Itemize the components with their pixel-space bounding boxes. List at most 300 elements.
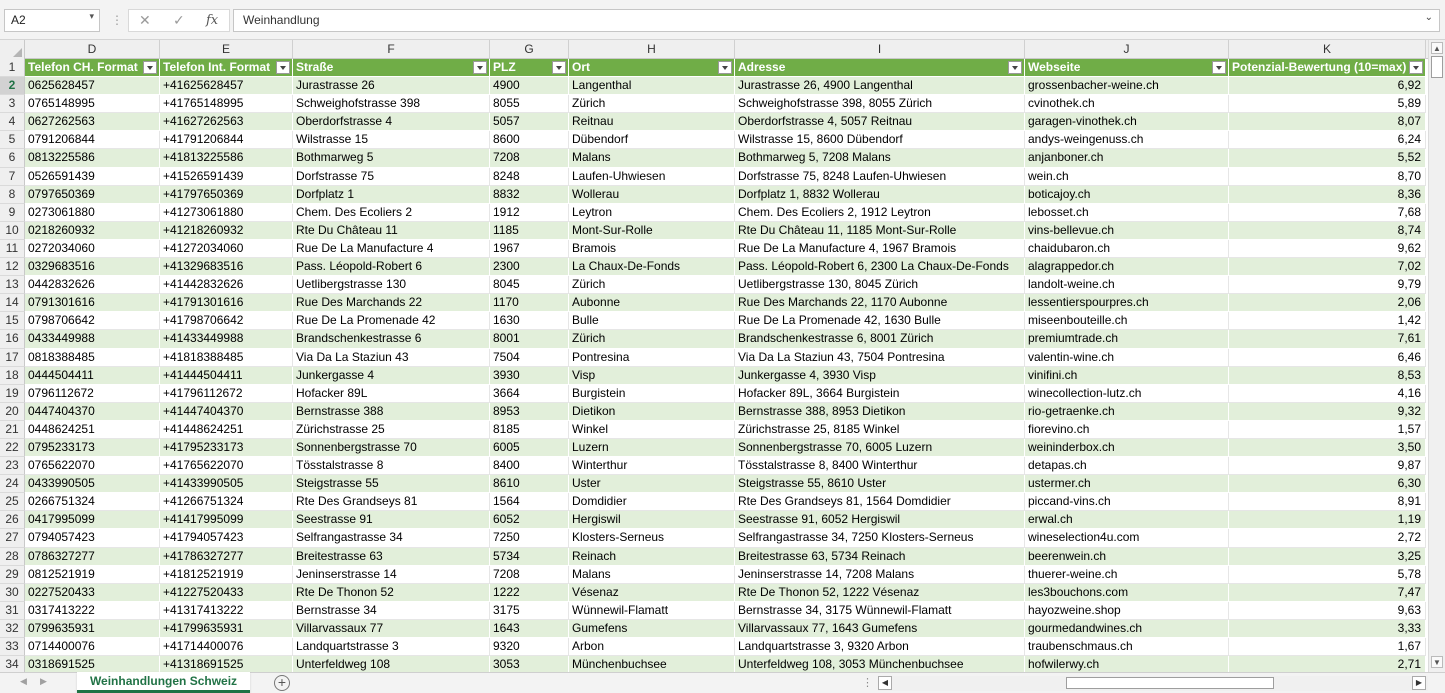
table-cell[interactable] — [1025, 457, 1229, 475]
table-cell[interactable] — [735, 222, 1025, 240]
table-cell[interactable] — [25, 493, 160, 511]
table-cell[interactable] — [25, 620, 160, 638]
table-cell[interactable] — [735, 439, 1025, 457]
horizontal-scroll-thumb[interactable] — [1066, 677, 1274, 689]
table-cell[interactable] — [1229, 620, 1426, 638]
table-cell[interactable] — [25, 638, 160, 656]
table-cell[interactable] — [293, 656, 490, 672]
row-number[interactable]: 11 — [0, 240, 25, 258]
table-cell[interactable] — [569, 457, 735, 475]
table-cell[interactable] — [25, 584, 160, 602]
chevron-down-icon[interactable]: ▾ — [89, 11, 94, 21]
table-cell[interactable] — [1229, 349, 1426, 367]
table-cell[interactable] — [1229, 131, 1426, 149]
table-cell[interactable] — [160, 638, 293, 656]
table-cell[interactable] — [25, 222, 160, 240]
table-cell[interactable] — [569, 149, 735, 167]
table-cell[interactable] — [25, 439, 160, 457]
table-cell[interactable] — [160, 258, 293, 276]
table-cell[interactable] — [1025, 421, 1229, 439]
table-cell[interactable] — [160, 77, 293, 95]
table-cell[interactable] — [490, 77, 569, 95]
filter-dropdown-icon[interactable] — [1212, 61, 1226, 74]
row-number[interactable]: 27 — [0, 529, 25, 547]
table-cell[interactable] — [735, 113, 1025, 131]
filter-dropdown-icon[interactable] — [143, 61, 157, 74]
tab-split-handle-icon[interactable]: ⋮ — [862, 677, 874, 689]
table-cell[interactable] — [293, 294, 490, 312]
table-cell[interactable] — [1025, 403, 1229, 421]
table-cell[interactable] — [1025, 294, 1229, 312]
table-cell[interactable] — [25, 566, 160, 584]
table-cell[interactable] — [1229, 95, 1426, 113]
table-cell[interactable] — [1229, 186, 1426, 204]
table-cell[interactable] — [25, 258, 160, 276]
row-number[interactable]: 13 — [0, 276, 25, 294]
table-cell[interactable] — [1025, 511, 1229, 529]
table-cell[interactable] — [490, 475, 569, 493]
table-cell[interactable] — [25, 656, 160, 672]
table-cell[interactable] — [490, 276, 569, 294]
column-header-d[interactable]: D — [25, 40, 160, 59]
table-cell[interactable] — [25, 294, 160, 312]
vertical-scroll-thumb[interactable] — [1431, 56, 1443, 78]
table-cell[interactable] — [293, 439, 490, 457]
table-cell[interactable] — [490, 602, 569, 620]
table-cell[interactable] — [293, 222, 490, 240]
row-number[interactable]: 4 — [0, 113, 25, 131]
filter-dropdown-icon[interactable] — [1409, 61, 1423, 74]
table-cell[interactable] — [1025, 312, 1229, 330]
table-cell[interactable] — [1025, 113, 1229, 131]
table-cell[interactable] — [490, 113, 569, 131]
table-cell[interactable] — [569, 240, 735, 258]
table-cell[interactable] — [490, 95, 569, 113]
table-cell[interactable] — [1229, 312, 1426, 330]
table-cell[interactable] — [160, 584, 293, 602]
row-number[interactable]: 28 — [0, 548, 25, 566]
row-number[interactable]: 29 — [0, 566, 25, 584]
table-cell[interactable] — [490, 548, 569, 566]
header-cell[interactable] — [160, 59, 293, 77]
filter-dropdown-icon[interactable] — [552, 61, 566, 74]
table-cell[interactable] — [25, 511, 160, 529]
table-cell[interactable] — [293, 149, 490, 167]
header-cell[interactable] — [569, 59, 735, 77]
table-cell[interactable] — [293, 548, 490, 566]
table-cell[interactable] — [160, 204, 293, 222]
table-cell[interactable] — [735, 204, 1025, 222]
table-cell[interactable] — [293, 529, 490, 547]
column-header-e[interactable]: E — [160, 40, 293, 59]
row-number[interactable]: 24 — [0, 475, 25, 493]
table-cell[interactable] — [1025, 566, 1229, 584]
table-cell[interactable] — [1025, 222, 1229, 240]
row-number[interactable]: 18 — [0, 367, 25, 385]
table-cell[interactable] — [293, 276, 490, 294]
scroll-up-icon[interactable]: ▲ — [1431, 42, 1443, 54]
table-cell[interactable] — [1229, 638, 1426, 656]
table-cell[interactable] — [1025, 548, 1229, 566]
table-cell[interactable] — [1229, 385, 1426, 403]
table-cell[interactable] — [1025, 584, 1229, 602]
table-cell[interactable] — [160, 656, 293, 672]
table-cell[interactable] — [160, 168, 293, 186]
table-cell[interactable] — [1229, 529, 1426, 547]
table-cell[interactable] — [490, 566, 569, 584]
table-cell[interactable] — [1229, 602, 1426, 620]
table-cell[interactable] — [1229, 457, 1426, 475]
table-cell[interactable] — [293, 493, 490, 511]
table-cell[interactable] — [25, 385, 160, 403]
table-cell[interactable] — [569, 186, 735, 204]
table-cell[interactable] — [1229, 77, 1426, 95]
table-cell[interactable] — [569, 131, 735, 149]
table-cell[interactable] — [569, 475, 735, 493]
insert-function-icon[interactable]: fx — [206, 13, 219, 28]
table-cell[interactable] — [160, 276, 293, 294]
table-cell[interactable] — [160, 113, 293, 131]
table-cell[interactable] — [1229, 330, 1426, 348]
table-cell[interactable] — [735, 475, 1025, 493]
table-cell[interactable] — [160, 149, 293, 167]
table-cell[interactable] — [569, 258, 735, 276]
table-cell[interactable] — [569, 294, 735, 312]
table-cell[interactable] — [1025, 149, 1229, 167]
table-cell[interactable] — [25, 330, 160, 348]
table-cell[interactable] — [569, 493, 735, 511]
table-cell[interactable] — [160, 548, 293, 566]
table-cell[interactable] — [160, 240, 293, 258]
table-cell[interactable] — [490, 421, 569, 439]
table-cell[interactable] — [1229, 566, 1426, 584]
table-cell[interactable] — [293, 95, 490, 113]
table-cell[interactable] — [160, 186, 293, 204]
row-number[interactable]: 31 — [0, 602, 25, 620]
table-cell[interactable] — [735, 602, 1025, 620]
row-number[interactable]: 1 — [0, 59, 25, 77]
table-cell[interactable] — [1229, 204, 1426, 222]
table-cell[interactable] — [160, 529, 293, 547]
table-cell[interactable] — [1229, 584, 1426, 602]
table-cell[interactable] — [160, 367, 293, 385]
table-cell[interactable] — [1229, 493, 1426, 511]
table-cell[interactable] — [569, 602, 735, 620]
table-cell[interactable] — [160, 511, 293, 529]
table-cell[interactable] — [1229, 294, 1426, 312]
table-cell[interactable] — [735, 385, 1025, 403]
table-cell[interactable] — [569, 349, 735, 367]
table-cell[interactable] — [1025, 620, 1229, 638]
row-number[interactable]: 14 — [0, 294, 25, 312]
filter-dropdown-icon[interactable] — [276, 61, 290, 74]
table-cell[interactable] — [293, 131, 490, 149]
table-cell[interactable] — [293, 168, 490, 186]
table-cell[interactable] — [569, 439, 735, 457]
table-cell[interactable] — [490, 204, 569, 222]
table-cell[interactable] — [293, 240, 490, 258]
row-number[interactable]: 21 — [0, 421, 25, 439]
table-cell[interactable] — [569, 367, 735, 385]
table-cell[interactable] — [160, 222, 293, 240]
cancel-icon[interactable]: ✕ — [139, 12, 151, 28]
table-cell[interactable] — [735, 511, 1025, 529]
column-header-j[interactable]: J — [1025, 40, 1229, 59]
scroll-left-icon[interactable]: ◀ — [878, 676, 892, 690]
table-cell[interactable] — [735, 548, 1025, 566]
formula-input[interactable] — [233, 9, 1440, 32]
table-cell[interactable] — [160, 439, 293, 457]
table-cell[interactable] — [490, 294, 569, 312]
table-cell[interactable] — [25, 168, 160, 186]
table-cell[interactable] — [160, 385, 293, 403]
table-cell[interactable] — [293, 204, 490, 222]
table-cell[interactable] — [293, 403, 490, 421]
table-cell[interactable] — [1025, 367, 1229, 385]
table-cell[interactable] — [160, 566, 293, 584]
scroll-down-icon[interactable]: ▼ — [1431, 656, 1443, 668]
table-cell[interactable] — [735, 186, 1025, 204]
table-cell[interactable] — [160, 620, 293, 638]
table-cell[interactable] — [735, 240, 1025, 258]
table-cell[interactable] — [490, 312, 569, 330]
table-cell[interactable] — [569, 113, 735, 131]
row-number[interactable]: 8 — [0, 186, 25, 204]
header-cell[interactable] — [293, 59, 490, 77]
sheet-tab-active[interactable]: Weinhandlungen Schweiz — [77, 672, 250, 693]
table-cell[interactable] — [293, 367, 490, 385]
table-cell[interactable] — [25, 548, 160, 566]
table-cell[interactable] — [1229, 113, 1426, 131]
table-cell[interactable] — [1229, 475, 1426, 493]
table-cell[interactable] — [490, 149, 569, 167]
table-cell[interactable] — [25, 149, 160, 167]
row-number[interactable]: 2 — [0, 77, 25, 95]
row-number[interactable]: 33 — [0, 638, 25, 656]
row-number[interactable]: 32 — [0, 620, 25, 638]
table-cell[interactable] — [735, 529, 1025, 547]
name-box[interactable] — [4, 9, 100, 32]
next-sheet-icon[interactable]: ▶ — [40, 676, 47, 686]
table-cell[interactable] — [1025, 439, 1229, 457]
column-header-g[interactable]: G — [490, 40, 569, 59]
table-cell[interactable] — [490, 493, 569, 511]
table-cell[interactable] — [1025, 77, 1229, 95]
table-cell[interactable] — [1025, 656, 1229, 672]
table-cell[interactable] — [1025, 204, 1229, 222]
prev-sheet-icon[interactable]: ◀ — [20, 676, 27, 686]
table-cell[interactable] — [160, 493, 293, 511]
row-number[interactable]: 10 — [0, 222, 25, 240]
table-cell[interactable] — [569, 529, 735, 547]
table-cell[interactable] — [25, 602, 160, 620]
table-cell[interactable] — [735, 294, 1025, 312]
table-cell[interactable] — [735, 168, 1025, 186]
table-cell[interactable] — [160, 312, 293, 330]
table-cell[interactable] — [25, 403, 160, 421]
table-cell[interactable] — [160, 421, 293, 439]
table-cell[interactable] — [1025, 186, 1229, 204]
table-cell[interactable] — [735, 149, 1025, 167]
table-cell[interactable] — [293, 186, 490, 204]
table-cell[interactable] — [490, 131, 569, 149]
table-cell[interactable] — [293, 312, 490, 330]
row-number[interactable]: 30 — [0, 584, 25, 602]
table-cell[interactable] — [1229, 168, 1426, 186]
table-cell[interactable] — [735, 421, 1025, 439]
enter-icon[interactable]: ✓ — [173, 12, 185, 28]
table-cell[interactable] — [25, 349, 160, 367]
table-cell[interactable] — [25, 95, 160, 113]
table-cell[interactable] — [25, 367, 160, 385]
table-cell[interactable] — [293, 330, 490, 348]
table-cell[interactable] — [293, 620, 490, 638]
table-cell[interactable] — [1229, 439, 1426, 457]
table-cell[interactable] — [1025, 276, 1229, 294]
table-cell[interactable] — [735, 638, 1025, 656]
table-cell[interactable] — [160, 330, 293, 348]
table-cell[interactable] — [160, 294, 293, 312]
filter-dropdown-icon[interactable] — [1008, 61, 1022, 74]
table-cell[interactable] — [569, 638, 735, 656]
table-cell[interactable] — [569, 312, 735, 330]
vertical-scrollbar[interactable] — [1428, 40, 1445, 672]
table-cell[interactable] — [569, 421, 735, 439]
table-cell[interactable] — [1229, 656, 1426, 672]
column-header-i[interactable]: I — [735, 40, 1025, 59]
table-cell[interactable] — [1025, 385, 1229, 403]
table-cell[interactable] — [25, 131, 160, 149]
table-cell[interactable] — [735, 584, 1025, 602]
table-cell[interactable] — [569, 95, 735, 113]
table-cell[interactable] — [490, 638, 569, 656]
table-cell[interactable] — [1025, 638, 1229, 656]
table-cell[interactable] — [25, 529, 160, 547]
table-cell[interactable] — [293, 475, 490, 493]
table-cell[interactable] — [293, 457, 490, 475]
row-number[interactable]: 26 — [0, 511, 25, 529]
column-header-f[interactable]: F — [293, 40, 490, 59]
row-number[interactable]: 16 — [0, 330, 25, 348]
table-cell[interactable] — [735, 77, 1025, 95]
table-cell[interactable] — [490, 330, 569, 348]
table-cell[interactable] — [1025, 529, 1229, 547]
header-cell[interactable] — [735, 59, 1025, 77]
table-cell[interactable] — [293, 421, 490, 439]
table-cell[interactable] — [1025, 349, 1229, 367]
table-cell[interactable] — [569, 403, 735, 421]
table-cell[interactable] — [160, 349, 293, 367]
table-cell[interactable] — [490, 367, 569, 385]
table-cell[interactable] — [569, 656, 735, 672]
table-cell[interactable] — [735, 258, 1025, 276]
table-cell[interactable] — [293, 113, 490, 131]
table-cell[interactable] — [735, 403, 1025, 421]
table-cell[interactable] — [25, 457, 160, 475]
table-cell[interactable] — [293, 258, 490, 276]
table-cell[interactable] — [490, 511, 569, 529]
table-cell[interactable] — [490, 439, 569, 457]
table-cell[interactable] — [1025, 475, 1229, 493]
scroll-right-icon[interactable]: ▶ — [1412, 676, 1426, 690]
row-number[interactable]: 15 — [0, 312, 25, 330]
more-options-icon[interactable]: ⋮ — [111, 13, 123, 27]
table-cell[interactable] — [1229, 548, 1426, 566]
table-cell[interactable] — [1025, 131, 1229, 149]
table-cell[interactable] — [569, 77, 735, 95]
table-cell[interactable] — [1025, 330, 1229, 348]
table-cell[interactable] — [25, 421, 160, 439]
row-number[interactable]: 20 — [0, 403, 25, 421]
filter-dropdown-icon[interactable] — [473, 61, 487, 74]
header-cell[interactable] — [1025, 59, 1229, 77]
table-cell[interactable] — [293, 566, 490, 584]
table-cell[interactable] — [490, 240, 569, 258]
table-cell[interactable] — [25, 113, 160, 131]
table-cell[interactable] — [160, 131, 293, 149]
table-cell[interactable] — [735, 131, 1025, 149]
column-header-k[interactable]: K — [1229, 40, 1426, 59]
table-cell[interactable] — [735, 312, 1025, 330]
table-cell[interactable] — [735, 330, 1025, 348]
table-cell[interactable] — [490, 258, 569, 276]
table-cell[interactable] — [569, 620, 735, 638]
horizontal-scrollbar[interactable] — [878, 676, 1428, 691]
table-cell[interactable] — [160, 475, 293, 493]
table-cell[interactable] — [1229, 511, 1426, 529]
table-cell[interactable] — [1229, 403, 1426, 421]
table-cell[interactable] — [569, 204, 735, 222]
table-cell[interactable] — [1229, 421, 1426, 439]
table-cell[interactable] — [490, 385, 569, 403]
header-cell[interactable] — [25, 59, 160, 77]
table-cell[interactable] — [25, 77, 160, 95]
table-cell[interactable] — [490, 403, 569, 421]
table-cell[interactable] — [1229, 367, 1426, 385]
table-cell[interactable] — [735, 349, 1025, 367]
table-cell[interactable] — [490, 186, 569, 204]
table-cell[interactable] — [569, 584, 735, 602]
table-cell[interactable] — [293, 511, 490, 529]
table-cell[interactable] — [160, 403, 293, 421]
table-cell[interactable] — [735, 566, 1025, 584]
table-cell[interactable] — [1229, 149, 1426, 167]
row-number[interactable]: 9 — [0, 204, 25, 222]
table-cell[interactable] — [490, 584, 569, 602]
table-cell[interactable] — [293, 385, 490, 403]
table-cell[interactable] — [160, 457, 293, 475]
table-cell[interactable] — [490, 529, 569, 547]
table-cell[interactable] — [735, 276, 1025, 294]
add-sheet-button[interactable]: + — [274, 675, 290, 691]
row-number[interactable]: 19 — [0, 385, 25, 403]
table-cell[interactable] — [490, 222, 569, 240]
row-number[interactable]: 34 — [0, 656, 25, 672]
table-cell[interactable] — [293, 602, 490, 620]
table-cell[interactable] — [735, 457, 1025, 475]
row-number[interactable]: 22 — [0, 439, 25, 457]
table-cell[interactable] — [1025, 240, 1229, 258]
table-cell[interactable] — [490, 168, 569, 186]
table-cell[interactable] — [1025, 493, 1229, 511]
table-cell[interactable] — [1025, 258, 1229, 276]
row-number[interactable]: 6 — [0, 149, 25, 167]
column-header-h[interactable]: H — [569, 40, 735, 59]
header-cell[interactable] — [1229, 59, 1426, 77]
table-cell[interactable] — [490, 656, 569, 672]
table-cell[interactable] — [490, 457, 569, 475]
table-cell[interactable] — [569, 330, 735, 348]
